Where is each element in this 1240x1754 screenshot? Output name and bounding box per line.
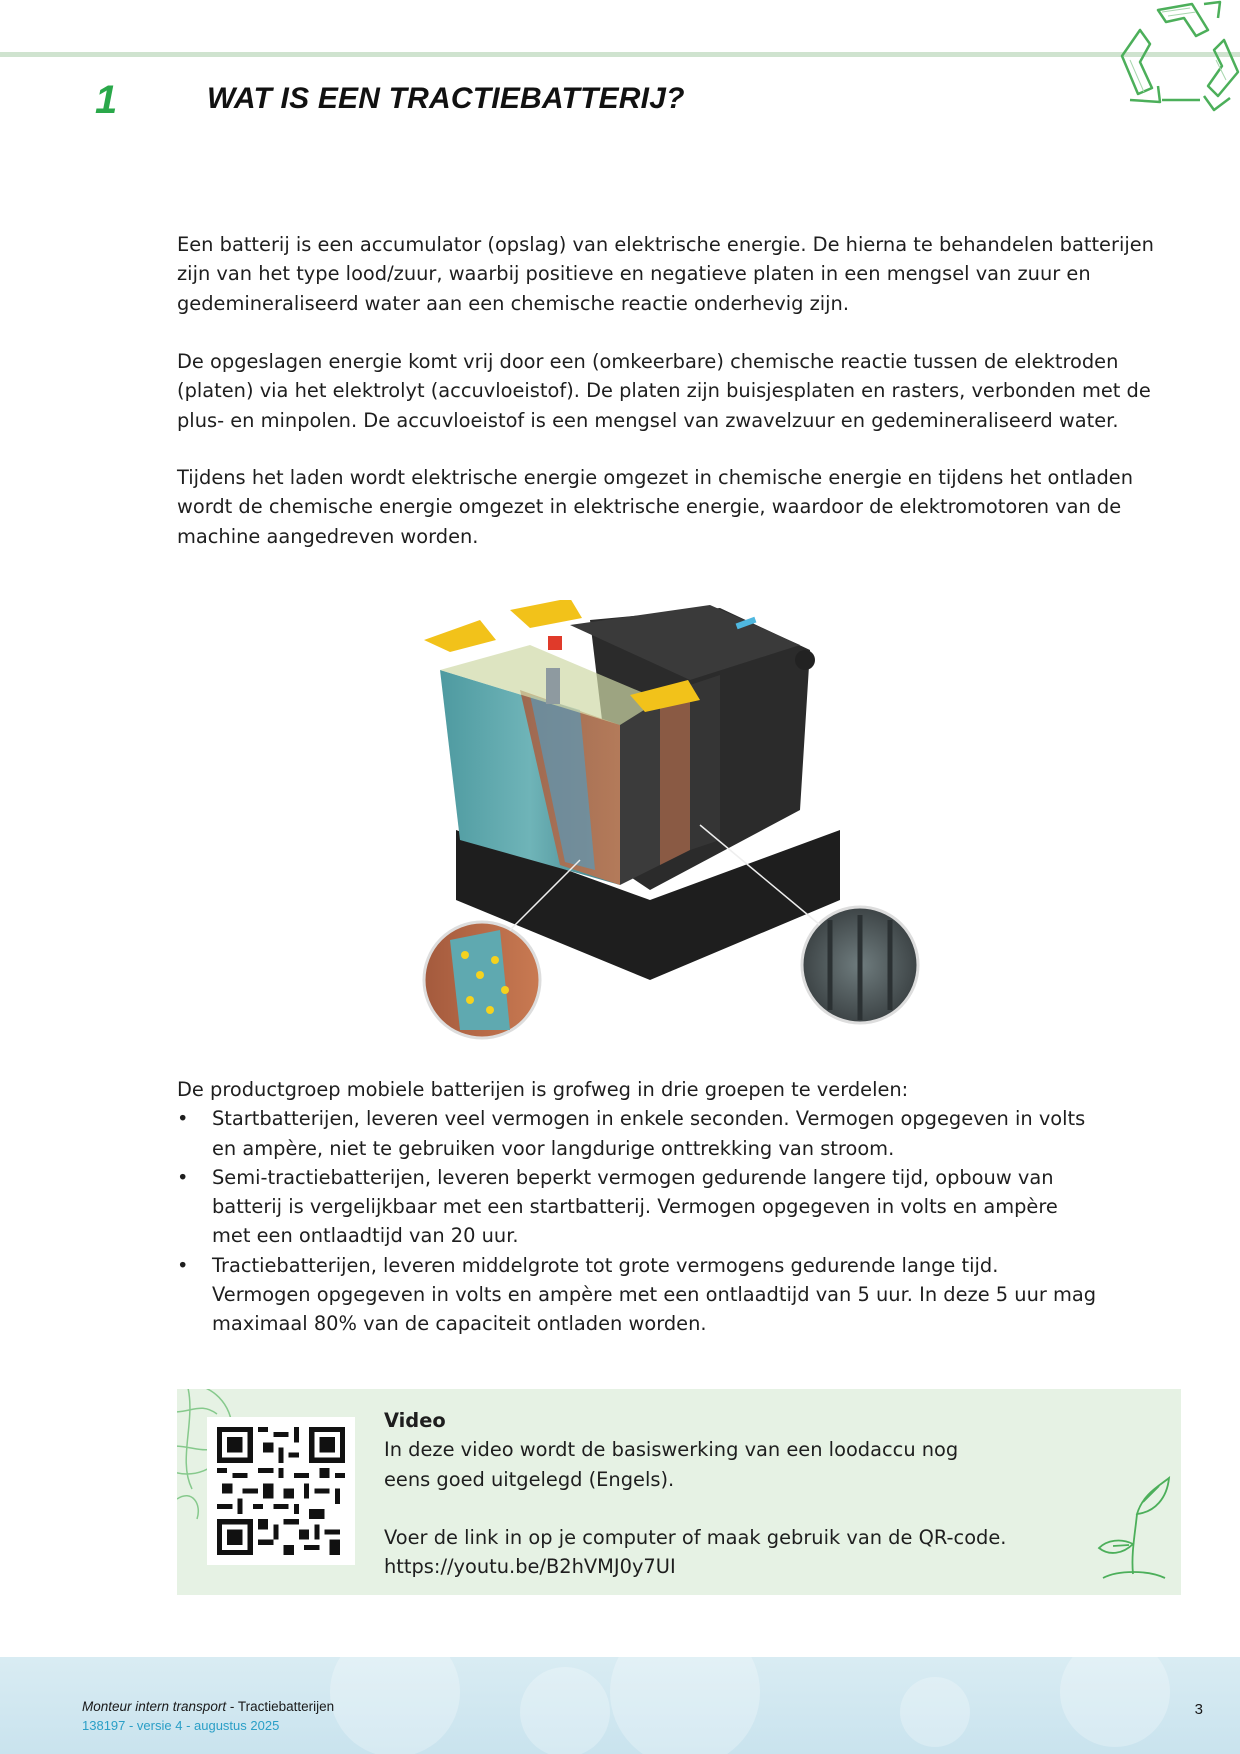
page-number: 3	[1194, 1701, 1203, 1718]
video-title: Video	[384, 1409, 446, 1432]
footer-version: 138197 - versie 4 - augustus 2025	[82, 1718, 280, 1733]
list-item: • Semi-tractiebatterijen, leveren beperkt vermogen gedurende langere tijd, opbouw van batterij is vergelijkbaar met een startbatterij. Vermogen opgegeven in volts en ampère met een ontlaadtijd van 20 uur.	[177, 1163, 1097, 1251]
video-callout	[177, 1389, 1181, 1595]
groups-intro: De productgroep mobiele batterijen is grofweg in drie groepen te verdelen:	[177, 1078, 909, 1101]
recycle-icon	[1100, 0, 1240, 118]
battery-groups	[177, 1075, 1097, 1339]
footer-course: Monteur intern transport	[82, 1699, 227, 1714]
video-description: In deze video wordt de basiswerking van een loodaccu nog eens goed uitgelegd (Engels).	[384, 1438, 959, 1491]
video-link[interactable]: https://youtu.be/B2hVMJ0y7UI	[384, 1555, 676, 1579]
battery-cutaway-illustration	[420, 600, 940, 1045]
paragraph-3: Tijdens het laden wordt elektrische energie omgezet in chemische energie en tijdens het ontladen wordt de chemische energie omgezet in elektrische energie, waardoor de elektromotoren van de machine aangedreven worden.	[177, 466, 1134, 548]
list-item: • Tractiebatterijen, leveren middelgrote tot grote vermogens gedurende lange tijd. Vermogen opgegeven in volts en ampère met een ontlaadtijd van 5 uur. In deze 5 uur mag maximaal 80% van de capaciteit ontladen worden.	[177, 1251, 1097, 1339]
list-item: • Startbatterijen, leveren veel vermogen in enkele seconden. Vermogen opgegeven in volts en ampère, niet te gebruiken voor langdurige onttrekking van stroom.	[177, 1104, 1097, 1163]
footer-title	[82, 1699, 334, 1714]
footer	[0, 1657, 1240, 1754]
qr-code[interactable]	[207, 1417, 355, 1565]
footer-separator: -	[226, 1699, 238, 1714]
groups-list	[177, 1104, 1097, 1338]
paragraph-1: Een batterij is een accumulator (opslag) van elektrische energie. De hierna te behandelen batterijen zijn van het type lood/zuur, waarbij positieve en negatieve platen in een mengsel van zuur en gedemineraliseerd water aan een chemische reactie onderhevig zijn.	[177, 233, 1154, 315]
bullet: •	[177, 1165, 189, 1189]
bullet: •	[177, 1253, 189, 1277]
sprout-icon	[1093, 1474, 1173, 1584]
qr-code-icon	[217, 1427, 345, 1555]
chapter-number: 1	[95, 78, 118, 122]
video-instruction: Voer de link in op je computer of maak gebruik van de QR-code.	[384, 1526, 1007, 1550]
chapter-title: WAT IS EEN TRACTIEBATTERIJ?	[207, 82, 685, 115]
video-text	[384, 1406, 1084, 1582]
header-rule	[0, 52, 1240, 57]
bullet: •	[177, 1107, 189, 1131]
footer-subject: Tractiebatterijen	[237, 1699, 335, 1714]
paragraph-2: De opgeslagen energie komt vrij door een (omkeerbare) chemische reactie tussen de elektroden (platen) via het elektrolyt (accuvloeistof). De platen zijn buisjesplaten en rasters, verbonden met de plus- en minpolen. De accuvloeistof is een mengsel van zwavelzuur en gedemineraliseerd water.	[177, 350, 1151, 432]
